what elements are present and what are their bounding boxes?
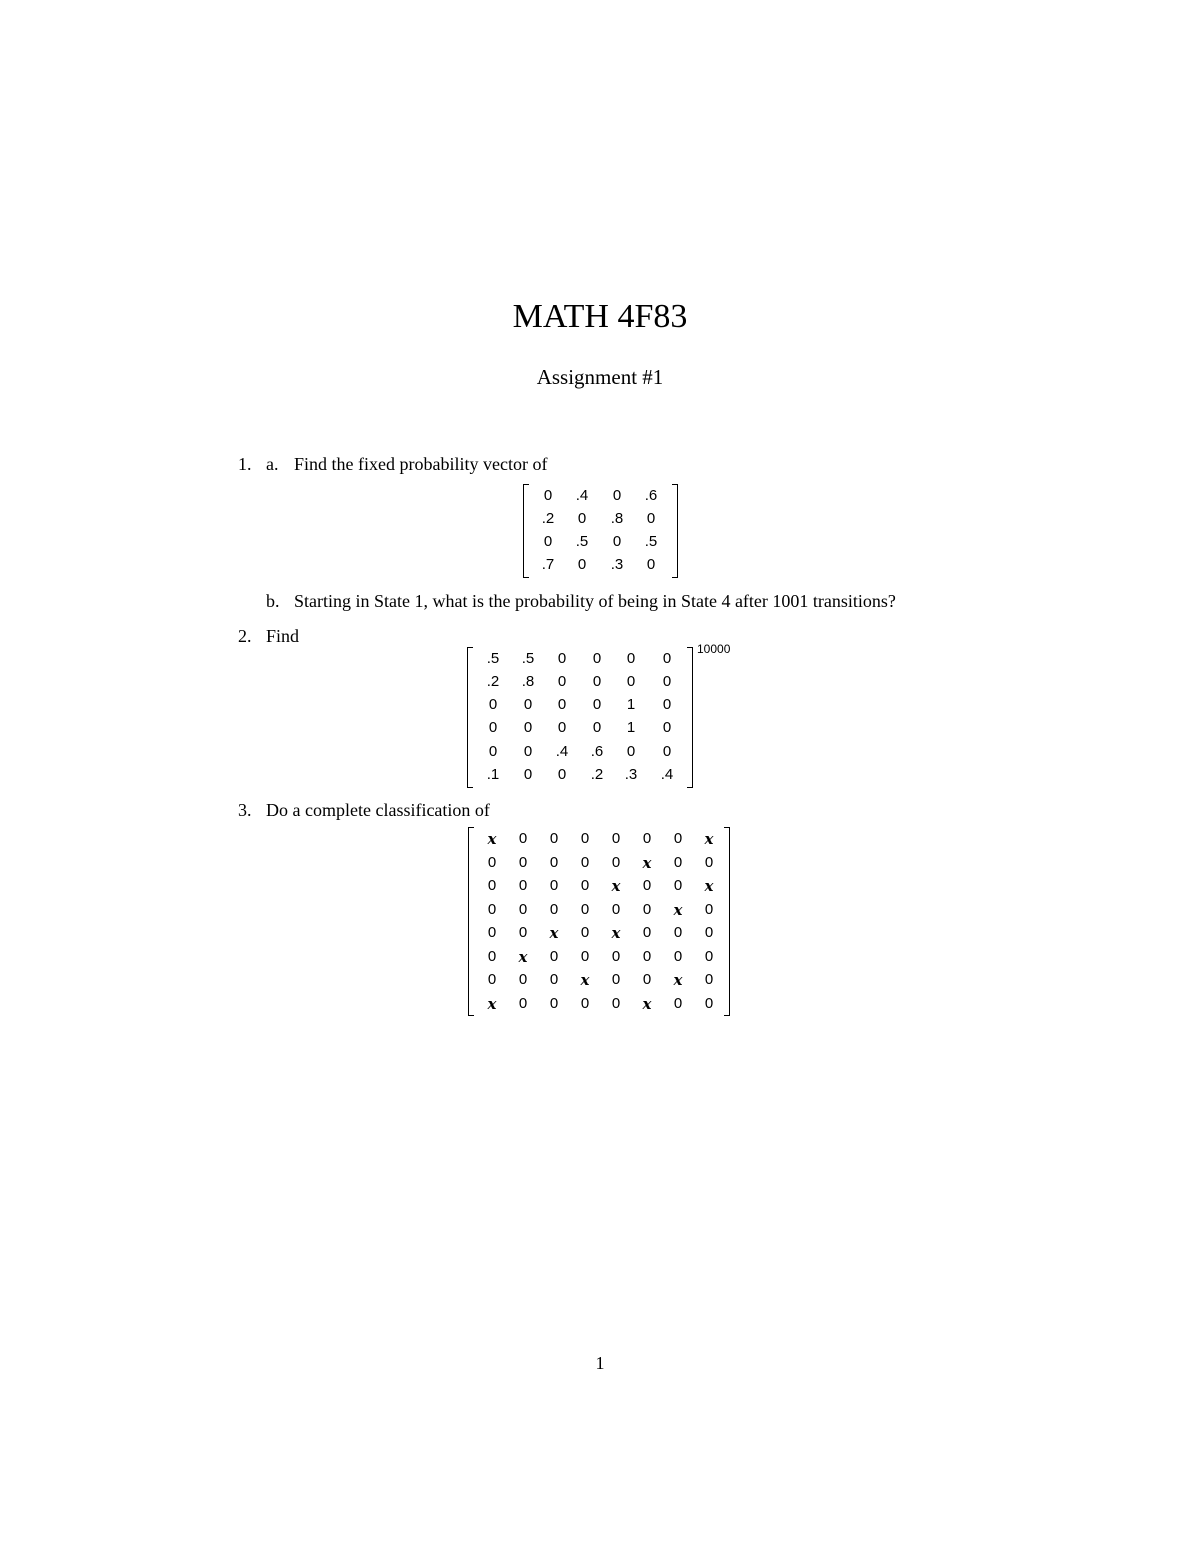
matrix-cell: 0 <box>518 995 528 1012</box>
matrix-cell: x <box>487 830 497 848</box>
matrix-cell: 0 <box>549 830 559 847</box>
matrix-cell: 0 <box>549 854 559 871</box>
matrix-cell: x <box>549 924 559 942</box>
question-2-number: 2. <box>238 626 252 646</box>
matrix-cell: x <box>704 830 714 848</box>
matrix-cell: 0 <box>673 830 683 847</box>
matrix-cell: 0 <box>580 995 590 1012</box>
matrix-cell: 0 <box>487 948 497 965</box>
matrix-cell: .8 <box>521 673 535 690</box>
matrix-cell: .6 <box>590 743 604 760</box>
matrix-cell: 0 <box>557 766 567 783</box>
matrix-cell: 0 <box>549 948 559 965</box>
matrix-cell: x <box>642 995 652 1013</box>
matrix-cell: 0 <box>487 924 497 941</box>
matrix-cell: 0 <box>557 696 567 713</box>
matrix-cell: x <box>518 948 528 966</box>
matrix-cell: 0 <box>549 995 559 1012</box>
matrix-cell: 0 <box>487 877 497 894</box>
matrix-cell: .2 <box>590 766 604 783</box>
matrix-cell: x <box>704 877 714 895</box>
matrix-cell: 0 <box>523 719 533 736</box>
matrix-cell: 0 <box>673 854 683 871</box>
matrix-cell: 0 <box>549 901 559 918</box>
matrix-cell: 0 <box>662 673 672 690</box>
matrix-q3 <box>468 827 730 1016</box>
matrix-cell: 0 <box>626 743 636 760</box>
question-1-number: 1. <box>238 454 252 474</box>
matrix-cell: .2 <box>486 673 500 690</box>
matrix-cell: 0 <box>577 556 587 573</box>
matrix-cell: 0 <box>518 901 528 918</box>
matrix-cell: 0 <box>612 533 622 550</box>
matrix-cell: 0 <box>523 696 533 713</box>
matrix-cell: 0 <box>642 924 652 941</box>
matrix-cell: 0 <box>642 877 652 894</box>
matrix-cell: 0 <box>518 971 528 988</box>
matrix-cell: 0 <box>673 995 683 1012</box>
matrix-cell: .5 <box>521 650 535 667</box>
matrix-cell: .2 <box>541 510 555 527</box>
matrix-cell: 0 <box>580 948 590 965</box>
matrix-cell: 0 <box>549 877 559 894</box>
matrix-cell: 0 <box>673 924 683 941</box>
question-3-text: Do a complete classification of <box>266 800 490 820</box>
matrix-cell: 0 <box>518 924 528 941</box>
matrix-cell: 0 <box>580 877 590 894</box>
matrix-power-exponent: 10000 <box>697 642 731 656</box>
matrix-cell: x <box>487 995 497 1013</box>
question-1b-label: b. <box>266 591 280 611</box>
matrix-cell: 0 <box>557 719 567 736</box>
matrix-cell: 1 <box>626 719 636 736</box>
matrix-cell: 0 <box>580 924 590 941</box>
matrix-cell: 0 <box>580 830 590 847</box>
page-number: 1 <box>595 1353 605 1373</box>
matrix-q1 <box>523 484 678 578</box>
matrix-cell: .5 <box>644 533 658 550</box>
matrix-cell: 0 <box>557 650 567 667</box>
question-1a-text: Find the fixed probability vector of <box>294 454 548 474</box>
matrix-cell: 0 <box>523 766 533 783</box>
matrix-right-bracket <box>672 484 678 578</box>
matrix-cell: 0 <box>642 971 652 988</box>
question-1a-label: a. <box>266 454 279 474</box>
question-3-number: 3. <box>238 800 252 820</box>
matrix-cell: 0 <box>488 696 498 713</box>
matrix-cell: 0 <box>543 487 553 504</box>
question-1b-text: Starting in State 1, what is the probability of being in State 4 after 1001 transitions? <box>294 591 896 611</box>
matrix-cell: 0 <box>611 901 621 918</box>
matrix-cell: 0 <box>518 877 528 894</box>
matrix-cell: 0 <box>487 854 497 871</box>
matrix-cell: 0 <box>592 719 602 736</box>
matrix-cell: 0 <box>577 510 587 527</box>
matrix-cell: .7 <box>541 556 555 573</box>
matrix-cell: 0 <box>673 877 683 894</box>
matrix-cell: 0 <box>549 971 559 988</box>
matrix-cell: .4 <box>660 766 674 783</box>
matrix-cell: 0 <box>642 901 652 918</box>
matrix-cell: 1 <box>626 696 636 713</box>
matrix-cell: 0 <box>612 487 622 504</box>
matrix-cell: 0 <box>580 901 590 918</box>
matrix-cell: 0 <box>662 719 672 736</box>
matrix-left-bracket <box>467 647 473 788</box>
matrix-cell: 0 <box>626 673 636 690</box>
matrix-q2 <box>467 647 693 788</box>
matrix-cell: 0 <box>662 743 672 760</box>
document-title: MATH 4F83 <box>512 298 688 335</box>
matrix-cell: 0 <box>592 696 602 713</box>
matrix-cell: 0 <box>642 948 652 965</box>
assignment-subtitle: Assignment #1 <box>536 365 664 389</box>
matrix-cell: 0 <box>592 673 602 690</box>
matrix-cell: x <box>642 854 652 872</box>
matrix-cell: x <box>611 877 621 895</box>
matrix-cell: .5 <box>575 533 589 550</box>
matrix-cell: .1 <box>486 766 500 783</box>
matrix-cell: 0 <box>704 924 714 941</box>
matrix-cell: .4 <box>555 743 569 760</box>
matrix-cell: 0 <box>611 948 621 965</box>
matrix-left-bracket <box>468 827 474 1016</box>
matrix-right-bracket <box>724 827 730 1016</box>
matrix-cell: 0 <box>518 854 528 871</box>
matrix-cell: 0 <box>487 971 497 988</box>
matrix-cell: x <box>673 971 683 989</box>
matrix-cell: 0 <box>704 854 714 871</box>
matrix-cell: 0 <box>611 830 621 847</box>
matrix-cell: 0 <box>543 533 553 550</box>
matrix-cell: 0 <box>704 995 714 1012</box>
matrix-cell: 0 <box>523 743 533 760</box>
matrix-cell: 0 <box>580 854 590 871</box>
matrix-cell: 0 <box>642 830 652 847</box>
matrix-cell: 0 <box>557 673 567 690</box>
matrix-cell: 0 <box>487 901 497 918</box>
matrix-cell: .6 <box>644 487 658 504</box>
matrix-cell: 0 <box>646 510 656 527</box>
matrix-cell: 0 <box>704 971 714 988</box>
matrix-cell: 0 <box>662 650 672 667</box>
matrix-cell: x <box>673 901 683 919</box>
matrix-cell: 0 <box>704 948 714 965</box>
matrix-cell: .3 <box>624 766 638 783</box>
question-2-text: Find <box>266 626 300 646</box>
matrix-cell: 0 <box>611 854 621 871</box>
matrix-cell: 0 <box>626 650 636 667</box>
matrix-cell: 0 <box>673 948 683 965</box>
matrix-cell: .3 <box>610 556 624 573</box>
matrix-cell: x <box>580 971 590 989</box>
matrix-cell: x <box>611 924 621 942</box>
matrix-cell: 0 <box>611 995 621 1012</box>
matrix-cell: 0 <box>662 696 672 713</box>
matrix-cell: 0 <box>488 743 498 760</box>
matrix-left-bracket <box>523 484 529 578</box>
matrix-right-bracket <box>687 647 693 788</box>
matrix-cell: .5 <box>486 650 500 667</box>
matrix-cell: 0 <box>488 719 498 736</box>
matrix-cell: .8 <box>610 510 624 527</box>
matrix-cell: 0 <box>646 556 656 573</box>
matrix-cell: 0 <box>592 650 602 667</box>
matrix-cell: .4 <box>575 487 589 504</box>
matrix-cell: 0 <box>518 830 528 847</box>
matrix-cell: 0 <box>704 901 714 918</box>
matrix-cell: 0 <box>611 971 621 988</box>
